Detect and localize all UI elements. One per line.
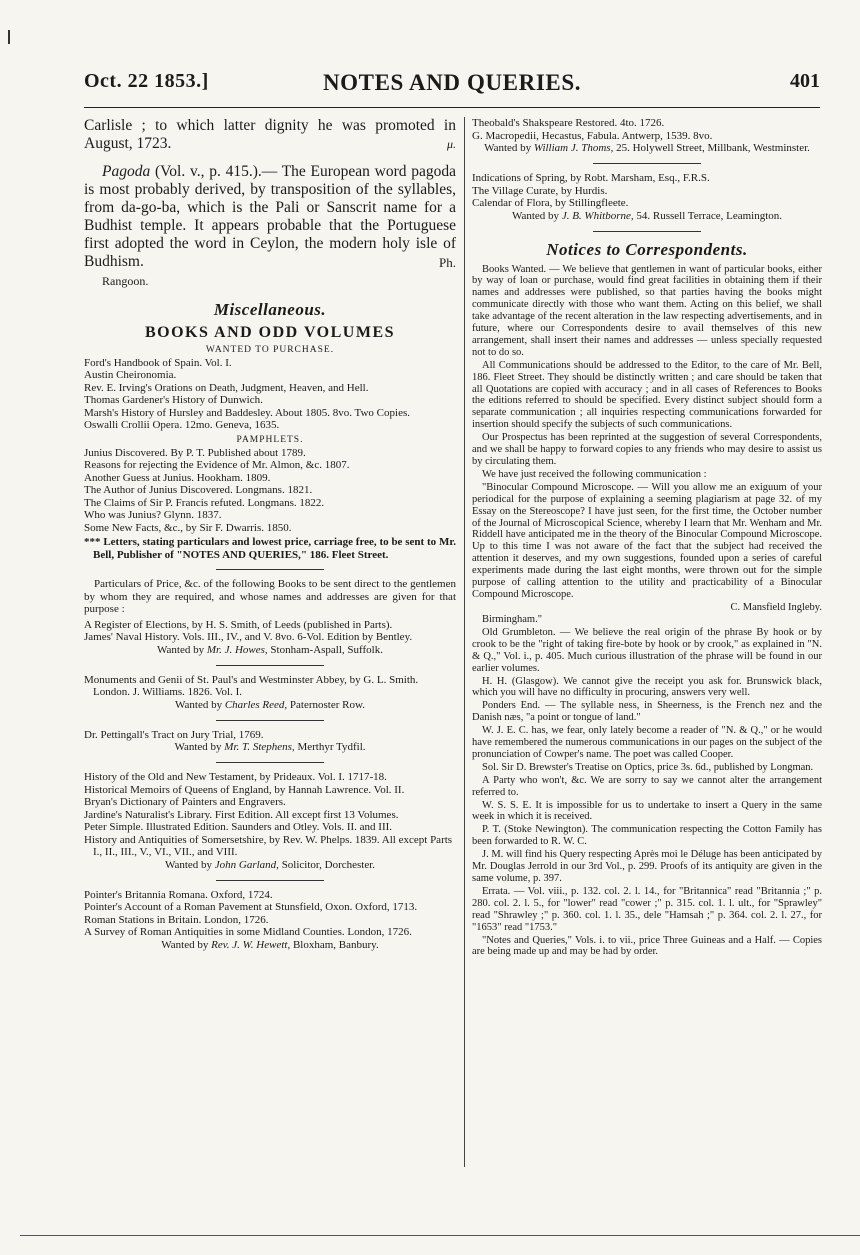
notices-heading: Notices to Correspondents. — [546, 239, 748, 259]
book-group-3 — [84, 729, 456, 742]
top-books-list — [472, 117, 822, 142]
book-entry: Austin Cheironomia. — [84, 369, 177, 381]
notices-list-continued — [472, 627, 822, 958]
book-group-2 — [84, 674, 456, 699]
ingleby-place: Birmingham." — [482, 614, 542, 626]
book-entry: Thomas Gardener's History of Dunwich. — [84, 394, 263, 406]
pamphlet-entry: Another Guess at Junius. Hookham. 1809. — [84, 471, 271, 484]
notice-paragraph: Old Grumbleton. — We believe the real origin of the phrase By hook or by crook to be the "right of taking fire-bote by hook or by crook," as explained in "N. & Q.," Vol. i., p. 405. Much curious illustration of the phrase will be found in our earlier volumes. — [472, 626, 822, 674]
second-books-list — [472, 172, 822, 210]
book-entry: Jardine's Naturalist's Library. First Edition. All except first 13 Volumes. — [84, 808, 399, 821]
book-entry: Pointer's Britannia Romana. Oxford, 1724. — [84, 888, 273, 901]
right-column — [472, 117, 822, 1207]
pamphlet-entry: Who was Junius? Glynn. 1837. — [84, 509, 222, 521]
wanted-name: Rev. J. W. Hewett, — [211, 938, 291, 951]
carlisle-signature: μ. — [446, 137, 456, 151]
notice-paragraph: We have just received the following communication : — [482, 468, 707, 480]
book-entry: Historical Memoirs of Queens of England, by Hannah Lawrence. Vol. II. — [84, 783, 405, 796]
book-entry: Marsh's History of Hursley and Baddesley. About 1805. 8vo. Two Copies. — [84, 406, 410, 419]
wanted-address: 25. Holywell Street, Millbank, Westminster. — [613, 142, 810, 154]
wanted-address: 54. Russell Terrace, Leamington. — [633, 209, 783, 222]
wanted-address: Paternoster Row. — [287, 698, 365, 711]
notice-paragraph: Errata. — Vol. viii., p. 132. col. 2. l. 14., for "Britannica" read "Britannia ;" p. 280. col. 2. l. 5., for "lower" read "cower ;" p. 315. col. 1. l. ult., for "Sprawley" read "Shrawley ;" p. 360. col. 1. l. 35., dele "Hamsah ;" p. 364. col. 2. l. 27., for "1653" read "1753." — [472, 885, 822, 933]
wanted-by-thoms — [472, 142, 822, 155]
notice-paragraph: "Notes and Queries," Vols. i. to vii., price Three Guineas and a Half. — Copies are being made up and may be had by order. — [472, 934, 822, 958]
header-rule — [84, 107, 820, 108]
wanted-prefix: Wanted by — [511, 209, 562, 222]
pagoda-text: (Vol. v., p. 415.).— The European word pagoda is most probably derived, by transposition of the syllables, from da-go-ba, which is the Pali or Sanscrit name for a Budhist temple. It appears probable that the Portuguese first adopted the word in Ceylon, the modern holy isle of Budhism. — [84, 163, 456, 270]
wanted-by-stephens — [84, 741, 456, 754]
wanted-name: William J. Thoms, — [533, 142, 614, 154]
book-entry: The Village Curate, by Hurdis. — [472, 184, 608, 197]
page-header — [84, 70, 820, 100]
notice-paragraph: Books Wanted. — We believe that gentlemen in want of particular books, either by way of loan or purchase, would find great facilities in obtaining them if their names and addresses were published, so that parties having the books might communicate directly with those who want them. Acting on this belief, we shall take advantage of the recent alteration in the law respecting advertisements, and in future, where our Correspondents desire to avail themselves of this new arrangement, shall insert their names and addresses — unless specially requested not to do so. — [472, 263, 822, 358]
margin-mark — [8, 30, 10, 44]
wanted-by-garland — [84, 859, 456, 872]
notice-paragraph: All Communications should be addressed to the Editor, to the care of Mr. Bell, 186. Fleet Street. They should be distinctly written ; and care should be taken that all Quotations are copied with accuracy ; and in all cases of References to Books the editions referred to should be specified. Every distinct subject should form a separate communication ; all inquiries respecting communications forwarded for insertion should specify the subjects of such communications. — [472, 359, 822, 431]
book-entry: A Register of Elections, by H. S. Smith, of Leeds (published in Parts). — [84, 618, 393, 631]
book-entry: History and Antiquities of Somersetshire, by Rev. W. Phelps. 1839. All except Parts I., II., III., V., VI., VII., and VIII. — [84, 833, 453, 858]
book-entry: A Survey of Roman Antiquities in some Midland Counties. London, 1726. — [84, 926, 412, 938]
pamphlet-entry: The Author of Junius Discovered. Longmans. 1821. — [84, 484, 313, 496]
books-heading: BOOKS AND ODD VOLUMES — [144, 323, 396, 341]
book-entry: G. Macropedii, Hecastus, Fabula. Antwerp, 1539. 8vo. — [472, 129, 713, 142]
wanted-address: Bloxham, Banbury. — [290, 938, 379, 951]
wanted-name: Mr. J. Howes, — [206, 643, 268, 656]
miscellaneous-heading: Miscellaneous. — [213, 299, 327, 319]
book-entry: Roman Stations in Britain. London, 1726. — [84, 913, 269, 926]
book-entry: Monuments and Genii of St. Paul's and Westminster Abbey, by G. L. Smith. London. J. Williams. 1826. Vol. I. — [84, 673, 419, 698]
wanted-prefix: Wanted by — [164, 858, 215, 871]
notice-paragraph: P. T. (Stoke Newington). The communication respecting the Cotton Family has been forwarded to R. W. C. — [472, 824, 822, 848]
notice-paragraph: H. H. (Glasgow). We cannot give the receipt you ask for. Brunswick black, which you will have no difficulty in procuring, answers very well. — [472, 675, 822, 699]
book-entry: James' Naval History. Vols. III., IV., and V. 8vo. 6-Vol. Edition by Bentley. — [84, 631, 413, 643]
divider — [216, 762, 324, 763]
carlisle-text: Carlisle ; to which latter dignity he was promoted in August, 1723. — [84, 117, 456, 152]
book-entry: Theobald's Shakspeare Restored. 4to. 1726. — [472, 117, 665, 129]
pagoda-place: Rangoon. — [102, 274, 149, 288]
wanted-name: Charles Reed, — [224, 698, 288, 711]
book-group-1 — [84, 619, 456, 644]
pamphlets-heading: PAMPHLETS. — [236, 434, 304, 445]
wanted-prefix: Wanted by — [161, 938, 212, 951]
wanted-by-whitborne — [472, 210, 822, 223]
notice-paragraph: A Party who won't, &c. We are sorry to say we cannot alter the arrangement referred to. — [472, 774, 822, 798]
pamphlet-entry: Reasons for rejecting the Evidence of Mr. Almon, &c. 1807. — [84, 459, 350, 471]
pamphlet-entry: Some New Facts, &c., by Sir F. Dwarris. 1850. — [84, 521, 292, 534]
pamphlet-entry: Junius Discovered. By P. T. Published about 1789. — [84, 446, 306, 459]
books-wanted-list — [84, 357, 456, 432]
wanted-prefix: Wanted by — [157, 643, 207, 656]
column-divider — [464, 117, 465, 1167]
notice-paragraph: W. J. E. C. has, we fear, only lately become a reader of "N. & Q.," or he would have remembered the numerous communications in our pages on the subject of the pronunciation of Cowper's name. The poet was called Cooper. — [472, 725, 822, 760]
wanted-prefix: Wanted by — [175, 698, 225, 711]
wanted-by-reed — [84, 699, 456, 712]
wanted-prefix: Wanted by — [174, 741, 225, 753]
divider — [216, 720, 324, 721]
wanted-heading: WANTED TO PURCHASE. — [205, 344, 335, 355]
notice-paragraph: Our Prospectus has been reprinted at the suggestion of several Correspondents, and we shall be happy to forward copies to any friends who may desire to assist us by circulating them. — [472, 432, 822, 467]
divider — [593, 163, 701, 164]
ingleby-signature: C. Mansfield Ingleby. — [730, 601, 822, 613]
book-group-5 — [84, 889, 456, 939]
notices-list — [472, 264, 822, 601]
book-entry: Pointer's Account of a Roman Pavement at Stunsfield, Oxon. Oxford, 1713. — [84, 901, 418, 913]
divider — [216, 569, 324, 570]
book-entry: Ford's Handbook of Spain. Vol. I. — [84, 356, 232, 369]
wanted-address: Solicitor, Dorchester. — [278, 858, 376, 871]
journal-title: NOTES AND QUERIES. — [322, 70, 582, 95]
notice-paragraph: J. M. will find his Query respecting Après moi le Déluge has been anticipated by Mr. Douglas Jerrold in our 3rd Vol., p. 299. Proofs of its antiquity are given in the same volume, p. 397. — [472, 849, 822, 884]
pagoda-signature: Ph. — [439, 255, 456, 270]
wanted-name: Mr. T. Stephens, — [224, 741, 295, 753]
wanted-by-howes — [84, 644, 456, 657]
pamphlet-entry: The Claims of Sir P. Francis refuted. Longmans. 1822. — [84, 496, 325, 509]
notice-paragraph: Sol. Sir D. Brewster's Treatise on Optics, price 3s. 6d., published by Longman. — [482, 761, 814, 773]
wanted-address: Stonham-Aspall, Suffolk. — [267, 643, 383, 656]
letters-note: *** Letters, stating particulars and lowest price, carriage free, to be sent to Mr. Bell, Publisher of "NOTES AND QUERIES," 186. Fleet Street. — [84, 536, 456, 561]
divider — [593, 231, 701, 232]
book-entry: Dr. Pettingall's Tract on Jury Trial, 1769. — [84, 728, 264, 741]
issue-date: Oct. 22 1853.] — [84, 70, 209, 92]
book-entry: Calendar of Flora, by Stillingfleete. — [472, 197, 629, 209]
pagoda-label: Pagoda — [102, 163, 151, 180]
book-entry: Peter Simple. Illustrated Edition. Saunders and Otley. Vols. II. and III. — [84, 821, 393, 833]
divider — [216, 665, 324, 666]
pamphlets-list — [84, 447, 456, 535]
wanted-address: Merthyr Tydfil. — [294, 741, 366, 753]
page-number: 401 — [790, 70, 820, 92]
notice-paragraph: Ponders End. — The syllable ness, in Sheerness, is the French nez and the Danish næs, "a point or tongue of land." — [472, 700, 822, 724]
carlisle-paragraph — [84, 117, 456, 153]
footer-rule — [20, 1235, 860, 1236]
wanted-name: J. B. Whitborne, — [561, 209, 634, 222]
left-column — [84, 117, 456, 1207]
book-group-4 — [84, 771, 456, 859]
wanted-by-hewett — [84, 939, 456, 952]
notice-paragraph: W. S. S. E. It is impossible for us to undertake to insert a Query in the same week in which it is received. — [472, 799, 822, 823]
book-entry: Indications of Spring, by Robt. Marsham, Esq., F.R.S. — [472, 172, 710, 184]
book-entry: Rev. E. Irving's Orations on Death, Judgment, Heaven, and Hell. — [84, 381, 369, 394]
particulars-text: Particulars of Price, &c. of the following Books to be sent direct to the gentlemen by whom they are required, and whose names and addresses are given for that purpose : — [84, 578, 456, 615]
wanted-name: John Garland, — [214, 858, 279, 871]
notice-paragraph: "Binocular Compound Microscope. — Will you allow me an exiguum of your periodical for the purpose of explaining a seeming plagiarism at page 32. of my Essay on the Stereoscope? I have just seen, for the first time, the October number of the Journal of Microscopical Science, whereby I learn that Mr. Wenham and Mr. Riddell have anticipated me in the theory of the Binocular Compound Microscope. Up to this time I was not aware of the fact that the subject had received the attention it deserves, and my own suggestions, founded upon a series of careful experiments made during the last eight months, were thrown out for the simple purpose of calling attention to the utility and practicability of a Binocular Compound Microscope. — [472, 481, 822, 600]
divider — [216, 880, 324, 881]
book-entry: Bryan's Dictionary of Painters and Engravers. — [84, 796, 286, 808]
book-entry: Oswalli Crollii Opera. 12mo. Geneva, 1635. — [84, 419, 280, 431]
wanted-prefix: Wanted by — [484, 142, 534, 154]
book-entry: History of the Old and New Testament, by Prideaux. Vol. I. 1717-18. — [84, 771, 387, 783]
